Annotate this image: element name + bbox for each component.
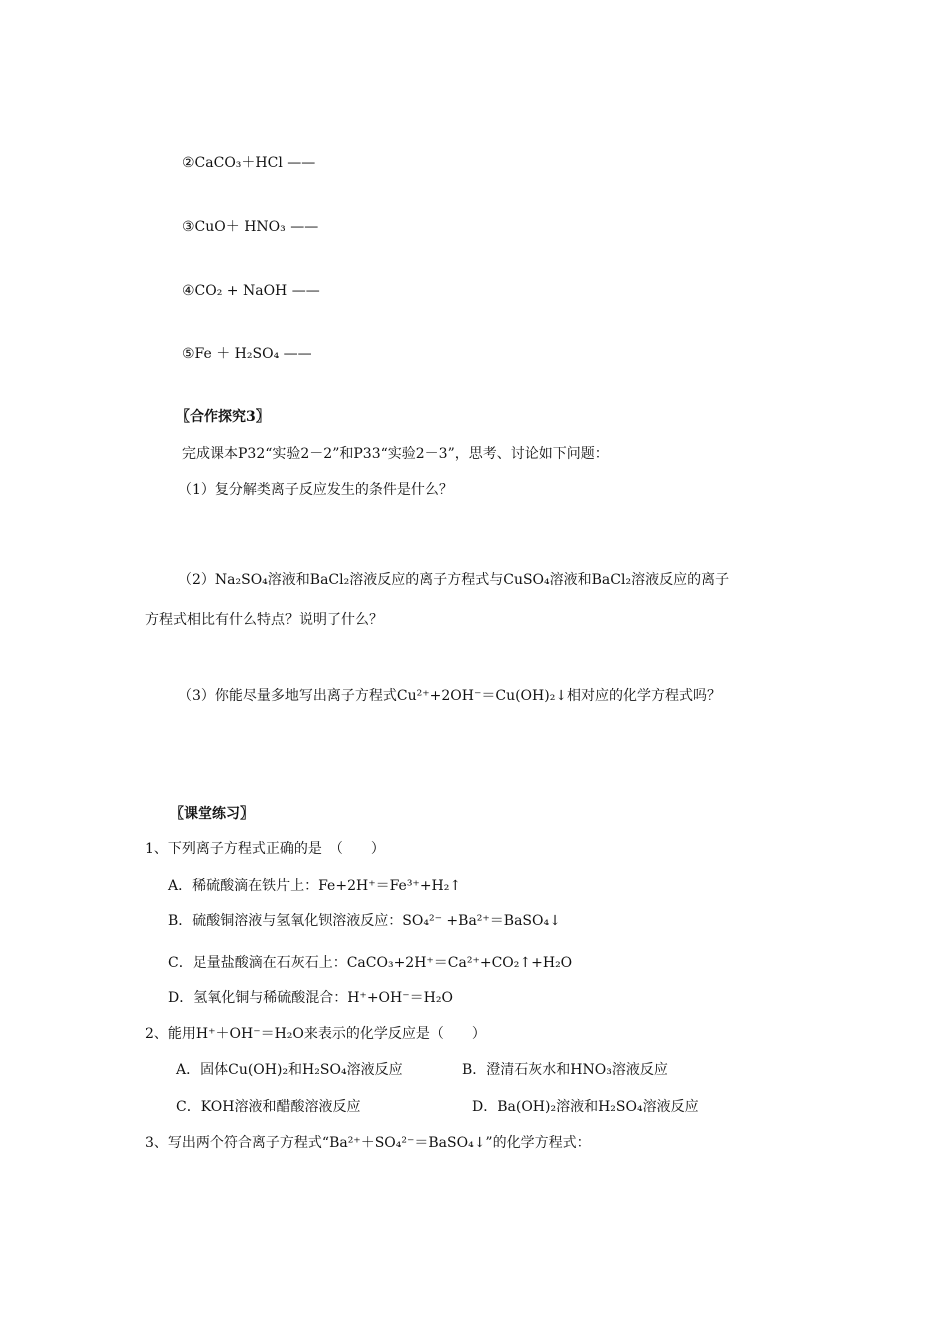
section3-question-1: （1）复分解类离子反应发生的条件是什么？ xyxy=(178,482,453,498)
equation-3: ③CuO＋ HNO₃ —— xyxy=(182,219,319,235)
practice-q2-option-c: C．KOH溶液和醋酸溶液反应 xyxy=(176,1099,361,1115)
section3-question-2-line2: 方程式相比有什么特点？说明了什么？ xyxy=(145,612,383,628)
section3-intro: 完成课本P32“实验2－2”和P33“实验2－3”，思考、讨论如下问题： xyxy=(182,446,609,462)
practice-q1-option-c: C．足量盐酸滴在石灰石上：CaCO₃+2H⁺＝Ca²⁺+CO₂↑+H₂O xyxy=(168,955,573,971)
practice-q1-stem: 1、下列离子方程式正确的是 （ ） xyxy=(145,841,385,857)
practice-q2-option-a: A．固体Cu(OH)₂和H₂SO₄溶液反应 xyxy=(176,1062,403,1078)
section3-question-3: （3）你能尽量多地写出离子方程式Cu²⁺+2OH⁻＝Cu(OH)₂↓相对应的化学方程式吗？ xyxy=(178,688,722,704)
equation-5: ⑤Fe ＋ H₂SO₄ —— xyxy=(182,346,312,362)
equation-2: ②CaCO₃＋HCl —— xyxy=(182,155,316,171)
practice-q2-option-b: B．澄清石灰水和HNO₃溶液反应 xyxy=(462,1062,668,1078)
equation-4: ④CO₂ + NaOH —— xyxy=(182,283,320,299)
section3-heading: 〖合作探究3〗 xyxy=(176,409,270,425)
practice-q3-stem: 3、写出两个符合离子方程式“Ba²⁺＋SO₄²⁻＝BaSO₄↓”的化学方程式： xyxy=(145,1135,591,1151)
practice-heading: 〖课堂练习〗 xyxy=(170,806,254,822)
practice-q1-option-d: D．氢氧化铜与稀硫酸混合：H⁺+OH⁻＝H₂O xyxy=(168,990,453,1006)
section3-question-2-line1: （2）Na₂SO₄溶液和BaCl₂溶液反应的离子方程式与CuSO₄溶液和BaCl₂溶液反应的离子 xyxy=(178,572,730,588)
practice-q1-option-a: A．稀硫酸滴在铁片上：Fe+2H⁺＝Fe³⁺+H₂↑ xyxy=(168,878,462,894)
practice-q2-stem: 2、能用H⁺＋OH⁻＝H₂O来表示的化学反应是（ ） xyxy=(145,1026,486,1042)
practice-q1-option-b: B．硫酸铜溶液与氢氧化钡溶液反应：SO₄²⁻ +Ba²⁺＝BaSO₄↓ xyxy=(168,913,561,929)
practice-q2-option-d: D．Ba(OH)₂溶液和H₂SO₄溶液反应 xyxy=(472,1099,699,1115)
